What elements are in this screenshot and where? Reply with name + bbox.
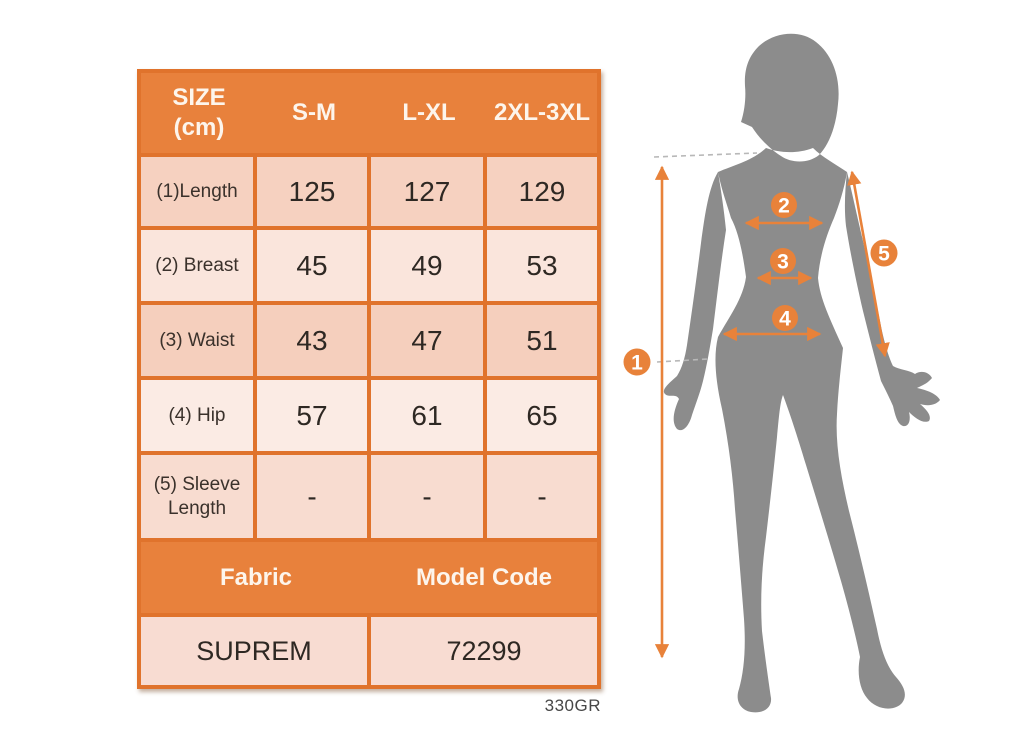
table-footer-header-row — [141, 542, 597, 613]
row-label-hip: (4) Hip — [141, 380, 253, 451]
waist-marker-badge — [770, 248, 796, 274]
column-header-lxl: L-XL — [402, 99, 456, 126]
breast-sm-value: 45 — [257, 230, 367, 301]
model-code-header-cell: Model Code — [416, 563, 552, 591]
row-label-waist: (3) Waist — [141, 305, 253, 376]
size-table — [137, 69, 601, 689]
length-lxl-value: 127 — [371, 157, 483, 226]
hip-2xl3xl-value: 65 — [487, 380, 597, 451]
breast-2xl3xl-value: 53 — [487, 230, 597, 301]
hip-sm-value: 57 — [257, 380, 367, 451]
body-measurement-diagram — [600, 8, 1008, 748]
waist-sm-value: 43 — [257, 305, 367, 376]
breast-marker-number: 2 — [778, 194, 790, 218]
waist-2xl3xl-value: 51 — [487, 305, 597, 376]
row-label-sleeve-length: (5) Sleeve Length — [141, 455, 253, 538]
row-label-length: (1)Length — [141, 157, 253, 226]
model-code-value-cell: 72299 — [371, 617, 597, 685]
weight-note: 330GR — [544, 696, 601, 715]
fabric-value-cell: SUPREM — [141, 617, 367, 685]
length-marker-number: 1 — [631, 351, 643, 375]
hip-marker-number: 4 — [779, 307, 791, 331]
length-2xl3xl-value: 129 — [487, 157, 597, 226]
waist-lxl-value: 47 — [371, 305, 483, 376]
row-label-breast: (2) Breast — [141, 230, 253, 301]
column-header-sm: S-M — [292, 99, 336, 126]
body-silhouette — [664, 34, 940, 713]
table-header-row — [141, 73, 597, 153]
hip-marker-badge — [772, 305, 798, 331]
sleeve-marker-number: 5 — [878, 242, 890, 266]
shoulder-dashed-guide — [654, 153, 757, 157]
sleeve-sm-value: - — [257, 455, 367, 538]
size-header-line2: (cm) — [173, 114, 225, 141]
sleeve-marker-badge — [871, 240, 898, 267]
hip-lxl-value: 61 — [371, 380, 483, 451]
sleeve-lxl-value: - — [371, 455, 483, 538]
fabric-header-cell: Fabric — [219, 563, 293, 591]
length-marker-badge — [624, 349, 651, 376]
sleeve-2xl3xl-value: - — [487, 455, 597, 538]
size-header-line1: SIZE — [172, 84, 226, 111]
waist-marker-number: 3 — [777, 250, 789, 274]
breast-lxl-value: 49 — [371, 230, 483, 301]
breast-marker-badge — [771, 192, 797, 218]
column-header-2xl3xl: 2XL-3XL — [493, 99, 591, 126]
size-cm-header-cell — [141, 73, 257, 153]
length-sm-value: 125 — [257, 157, 367, 226]
